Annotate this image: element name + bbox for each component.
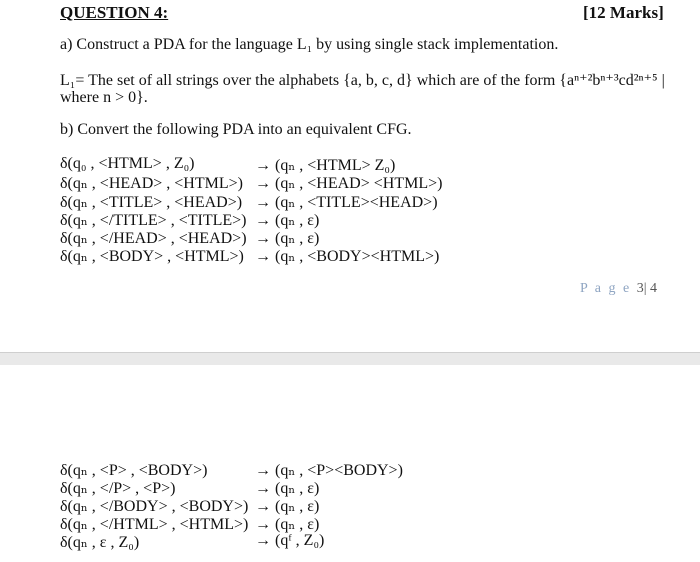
transition-rhs: → (qₙ , ε) <box>255 480 320 497</box>
transition-lhs: δ(qₙ , </TITLE> , <TITLE>) <box>60 212 247 229</box>
page-number-label: P a g e <box>580 281 632 296</box>
transition-rhs: → (qₙ , <TITLE><HEAD>) <box>255 194 438 211</box>
transition-lhs: δ(qₙ , </HEAD> , <HEAD>) <box>60 230 247 247</box>
part-b-instruction: b) Convert the following PDA into an equivalent CFG. <box>60 121 412 138</box>
transition-rhs: → (qₙ , ε) <box>255 498 320 515</box>
document-page-4 <box>0 365 700 562</box>
transition-rhs: → (qₙ , <P><BODY>) <box>255 462 403 479</box>
transition-lhs: δ(qₙ , <BODY> , <HTML>) <box>60 248 244 265</box>
transition-lhs: δ(qₙ , </HTML> , <HTML>) <box>60 516 249 533</box>
transition-lhs: δ(qₙ , <HEAD> , <HTML>) <box>60 175 243 192</box>
transition-rhs: → (qₙ , ε) <box>255 516 320 533</box>
question-marks: [12 Marks] <box>583 3 664 22</box>
language-definition-continued: where n > 0}. <box>60 89 148 106</box>
part-a-instruction: a) Construct a PDA for the language L₁ by using single stack implementation. <box>60 36 559 53</box>
transition-lhs: δ(qₙ , <P> , <BODY>) <box>60 462 208 479</box>
page-number <box>580 281 657 297</box>
transition-rhs: → (qₙ , ε) <box>255 230 320 247</box>
question-title: QUESTION 4: <box>60 3 169 22</box>
transition-lhs: δ(qₙ , <TITLE> , <HEAD>) <box>60 194 243 211</box>
page-number-total: | 4 <box>643 281 658 296</box>
language-definition: L₁= The set of all strings over the alphabets {a, b, c, d} which are of the form {aⁿ⁺²bⁿ⁺³cd²ⁿ⁺⁵ | <box>60 72 665 89</box>
transition-rhs: → (qₙ , <BODY><HTML>) <box>255 248 440 265</box>
transition-lhs: δ(q₀ , <HTML> , Z₀) <box>60 155 195 172</box>
page-separator <box>0 352 700 365</box>
page-number-current: 3 <box>636 281 644 296</box>
transition-lhs: δ(qₙ , </BODY> , <BODY>) <box>60 498 249 515</box>
transition-lhs: δ(qₙ , </P> , <P>) <box>60 480 176 497</box>
transition-lhs: δ(qₙ , ε , Z₀) <box>60 534 140 551</box>
transition-rhs: → (qᶠ , Z₀) <box>255 532 325 549</box>
transition-rhs: → (qₙ , <HEAD> <HTML>) <box>255 175 443 192</box>
transition-rhs: → (qₙ , ε) <box>255 212 320 229</box>
transition-rhs: → (qₙ , <HTML> Z₀) <box>255 157 396 174</box>
